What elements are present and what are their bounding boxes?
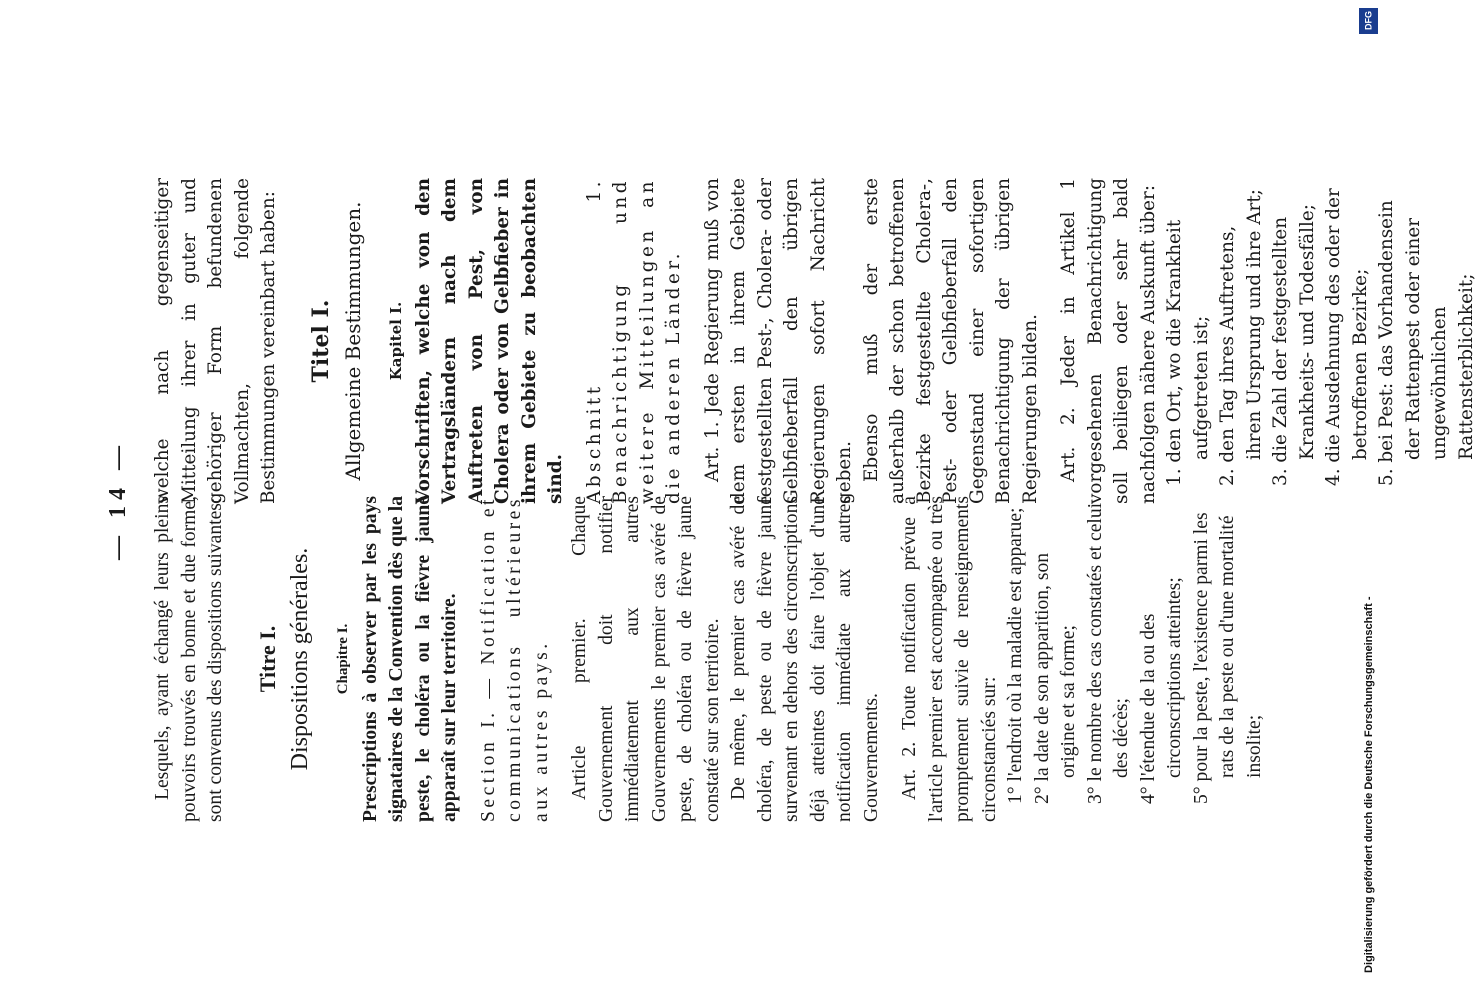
fr-list-item: 2° la date de son apparition, son origine et sa forme; (1031, 552, 1079, 804)
digitization-footer (1357, 8, 1381, 993)
fr-chapitre-heading: Prescriptions à observer par les pays signataires de la Convention dès que la peste, le choléra ou la fièvre jaune apparaît sur leur territoire. (359, 496, 460, 822)
fr-titre: Titre I. (254, 625, 280, 693)
de-list-item: 1. den Ort, wo die Krankheit aufgetreten ist; (1164, 219, 1212, 486)
fr-section-heading: Section I. — Notification et communications ultérieures aux autres pays. (477, 496, 552, 822)
german-column (150, 178, 1480, 504)
de-list-item: 3. die Zahl der festgestellten Krankheits- und Todesfälle; (1270, 204, 1318, 486)
fr-list-item: 5° pour la peste, l'existence parmi les rats de la peste ou d'une mortalité insolite; (1190, 512, 1265, 804)
fr-article-2: Art. 2. Toute notification prévue à l'article premier est accompagnée ou très promptement suivie de renseignements circonstanciés sur: (899, 496, 1000, 822)
fr-titre-subtitle: Dispositions générales. (286, 547, 313, 771)
de-intro: welche nach gegenseitiger Mitteilung ihrer in guter und gehöriger Form befundenen Vollmachten, folgende Bestimmungen vereinbart haben: (152, 178, 279, 504)
de-list-item: 2. den Tag ihres Auftretens, ihren Ursprung und ihre Art; (1217, 189, 1265, 486)
de-titel: Titel I. (307, 299, 334, 383)
de-abschnitt-heading: Abschnitt 1. Benachrichtigung und weitere Mitteilungen an die anderen Länder. (583, 178, 684, 504)
de-kapitel: Kapitel I. (386, 301, 405, 381)
page-number: — 14 — (105, 440, 131, 560)
de-list-item: 5. bei Pest: das Vorhandensein der Rattenpest oder einer ungewöhnlichen Rattensterblichkeit; (1376, 200, 1477, 486)
fr-intro: Lesquels, ayant échangé leurs pleins pouvoirs trouvés en bonne et due forme, sont convenus des dispositions suivantes: (152, 496, 226, 822)
de-kapitel-heading: Vorschriften, welche von den Vertragsländern nach dem Auftreten von Pest, von Cholera oder von Gelbfieber in ihrem Gebiete zu beobachten sind. (412, 178, 566, 504)
dfg-logo: DFG (1359, 8, 1378, 34)
fr-chapitre: Chapitre I. (334, 623, 351, 695)
de-article-1: Art. 1. Jede Regierung muß von dem ersten in ihrem Gebiete festgestellten Pest-, Cholera- oder Gelbfieberfall den übrigen Regierungen sofort Nachricht geben. (701, 178, 855, 504)
digitization-note: Digitalisierung gefördert durch die Deutsche Forschungsgemeinschaft - (1363, 596, 1375, 973)
fr-article-1: Article premier. Chaque Gouvernement doit notifier immédiatement aux autres Gouvernements le premier cas avéré de peste, de choléra ou de fièvre jaune constaté sur son territoire. (569, 496, 723, 822)
fr-list-item: 3° le nombre des cas constatés et celui des décès; (1084, 502, 1132, 804)
de-titel-subtitle: Allgemeine Bestimmungen. (340, 201, 365, 481)
fr-list-item: 4° l'étendue de la ou des circonscriptions atteintes; (1137, 577, 1185, 804)
french-column (150, 496, 1268, 822)
de-list-item: 4. die Ausdehnung des oder der betroffenen Bezirke; (1323, 188, 1371, 486)
fr-article-1-paragraph-2: De même, le premier cas avéré de choléra, de peste ou de fièvre jaune survenant en dehors des circonscriptions déjà atteintes doit faire l'objet d'une notification immédiate aux autres Gouvernements. (728, 496, 882, 822)
de-article-2: Art. 2. Jeder in Artikel 1 vorgesehenen Benachrichtigung soll beiliegen oder sehr bald nachfolgen nähere Auskunft über: (1058, 178, 1159, 504)
fr-list-item: 1° l'endroit où la maladie est apparue; (1005, 507, 1026, 804)
de-article-1-paragraph-2: Ebenso muß der erste außerhalb der schon betroffenen Bezirke festgestellte Cholera-, Pest- oder Gelbfieberfall den Gegenstand einer sofortigen Benachrichtigung der übrigen Regierungen bilden. (860, 178, 1041, 504)
